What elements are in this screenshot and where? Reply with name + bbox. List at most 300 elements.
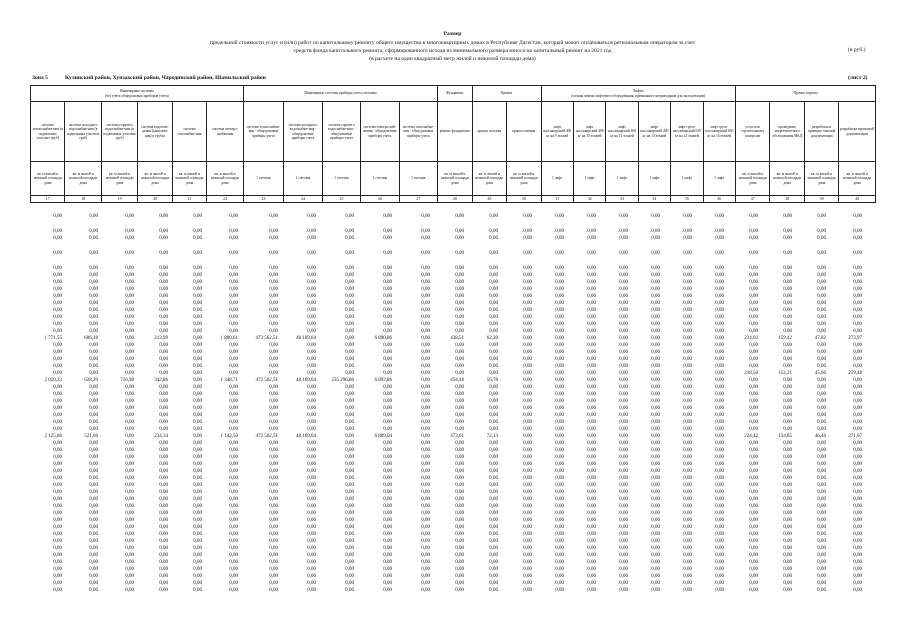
table-cell: 0,00 [555,490,564,495]
table-cell: 0,00 [555,322,564,327]
table-cell: 0,00 [345,399,354,404]
table-cell: 0,00 [193,448,202,453]
table-cell: 0,00 [749,294,758,299]
table-cell: 0,00 [523,448,532,453]
column-header: лифт пассажирский 400 кг на 12 этажей [606,102,638,162]
table-cell: 0,00 [53,553,62,558]
table-cell: 0,00 [383,553,392,558]
table-cell: 0,00 [783,483,792,488]
column-number: 40 [839,196,876,203]
table-cell: 0,00 [345,532,354,537]
table-cell: 0,00 [269,525,278,530]
table-cell: 0,00 [345,434,354,439]
table-cell: 0,00 [817,588,826,593]
table-cell: 0,00 [421,399,430,404]
table-cell: 0,00 [159,329,168,334]
table-cell: 0,00 [229,581,238,586]
table-cell: 0,00 [89,469,98,474]
table-cell: 0,00 [193,483,202,488]
table-cell: 0,00 [489,214,498,219]
table-cell: 0,00 [421,469,430,474]
table-cell: 0,00 [651,280,660,285]
table-cell: 0,00 [749,427,758,432]
table-cell: 0,00 [53,294,62,299]
table-cell: 0,00 [383,490,392,495]
table-cell: 0,00 [619,287,628,292]
table-cell: 0,00 [455,236,464,241]
table-cell: 0,00 [489,462,498,467]
table-cell: 0,00 [555,539,564,544]
table-cell: 152,21 [778,371,792,376]
table-cell: 0,00 [421,287,430,292]
table-cell: 0,00 [383,588,392,593]
table-cell: 0,00 [53,427,62,432]
table-cell: 0,00 [555,553,564,558]
table-cell: 0,00 [651,504,660,509]
table-cell: 0,00 [587,455,596,460]
table-cell: 0,00 [53,441,62,446]
table-cell: 0,00 [555,581,564,586]
table-cell: 159,42 [778,336,792,341]
table-cell: 0,00 [683,483,692,488]
table-cell: 0,00 [683,336,692,341]
table-cell: 0,00 [383,301,392,306]
table-cell: 0,00 [159,560,168,565]
table-cell: 0,00 [193,525,202,530]
table-cell: 0,00 [489,511,498,516]
table-cell: 0,00 [345,525,354,530]
table-cell: 0,00 [715,581,724,586]
group-other-costs: Прочие затраты [736,86,876,102]
table-cell: 0,00 [421,385,430,390]
table-cell: 0,00 [523,294,532,299]
table-cell: 628,20 [84,378,98,383]
table-cell: 0,00 [715,385,724,390]
table-cell: 0,00 [715,455,724,460]
table-cell: 0,00 [307,364,316,369]
table-cell: 0,00 [193,266,202,271]
column-unit: 1 лифт [703,162,735,196]
table-cell: 0,00 [555,497,564,502]
table-cell: 0,00 [555,236,564,241]
table-cell: 0,00 [783,532,792,537]
table-row [30,370,876,377]
table-cell: 0,00 [853,308,862,313]
table-cell: 0,00 [715,364,724,369]
table-cell: 0,00 [159,553,168,558]
table-cell: 0,00 [817,301,826,306]
table-row [30,573,876,580]
table-cell: 0,00 [853,329,862,334]
table-cell: 0,00 [193,287,202,292]
table-cell: 0,00 [383,273,392,278]
table-cell: 0,00 [89,420,98,425]
table-cell: 0,00 [421,308,430,313]
table-cell: 0,00 [817,469,826,474]
table-cell: 0,00 [53,448,62,453]
table-cell: 0,00 [749,448,758,453]
table-cell: 0,00 [853,476,862,481]
table-cell: 0,00 [421,357,430,362]
table-cell: 0,00 [651,560,660,565]
table-cell: 0,00 [159,476,168,481]
table-cell: 0,00 [555,525,564,530]
table-cell: 0,00 [269,406,278,411]
table-cell: 0,00 [783,357,792,362]
table-cell: 0,00 [651,490,660,495]
table-cell: 0,00 [489,504,498,509]
table-cell: 0,00 [229,588,238,593]
table-cell: 0,00 [489,448,498,453]
table-cell: 0,00 [587,546,596,551]
table-cell: 0,00 [683,462,692,467]
table-cell: 0,00 [651,539,660,544]
table-cell: 473 562,51 [255,378,278,383]
table-cell: 0,00 [715,448,724,453]
table-cell: 0,00 [817,294,826,299]
table-cell: 0,00 [749,301,758,306]
table-row [30,328,876,335]
table-cell: 0,00 [619,301,628,306]
table-cell: 0,00 [853,455,862,460]
table-cell: 0,00 [383,315,392,320]
table-cell: 0,00 [307,497,316,502]
table-cell: 0,00 [683,322,692,327]
table-cell: 0,00 [345,287,354,292]
table-cell: 0,00 [651,497,660,502]
table-cell: 0,00 [345,588,354,593]
table-cell: 0,00 [715,504,724,509]
table-cell: 0,00 [307,553,316,558]
column-number: 17 [31,196,65,203]
table-cell: 0,00 [307,567,316,572]
table-cell: 0,00 [89,490,98,495]
table-cell: 0,00 [421,476,430,481]
column-unit: кв. м жилой и нежилой площади дома [736,162,770,196]
table-cell: 0,00 [159,497,168,502]
table-cell: 0,00 [193,588,202,593]
table-cell: 0,00 [345,490,354,495]
table-cell: 0,00 [817,251,826,256]
table-cell: 0,00 [555,336,564,341]
table-cell: 0,00 [229,553,238,558]
table-cell: 0,00 [455,385,464,390]
table-cell: 0,00 [125,301,134,306]
table-cell: 0,00 [817,560,826,565]
table-cell: 0,00 [817,490,826,495]
table-cell: 0,00 [89,462,98,467]
table-cell: 0,00 [715,497,724,502]
table-cell: 0,00 [783,413,792,418]
column-number: 24 [284,196,322,203]
table-cell: 0,00 [489,301,498,306]
table-cell: 0,00 [193,336,202,341]
table-cell: 0,00 [489,266,498,271]
table-cell: 0,00 [853,588,862,593]
table-cell: 0,00 [749,378,758,383]
table-cell: 0,00 [715,214,724,219]
table-cell: 0,00 [619,315,628,320]
table-cell: 0,00 [89,280,98,285]
table-cell: 0,00 [269,251,278,256]
table-cell: 0,00 [651,343,660,348]
table-cell: 0,00 [307,301,316,306]
table-cell: 0,00 [159,546,168,551]
table-cell: 0,00 [619,280,628,285]
table-cell: 0,00 [125,392,134,397]
table-cell: 0,00 [125,476,134,481]
table-cell: 0,00 [619,441,628,446]
table-cell: 0,00 [193,385,202,390]
column-header: система теплоснабже-ния - общедомовые приборы учета [243,102,284,162]
table-cell: 0,00 [783,378,792,383]
table-cell: 0,00 [229,532,238,537]
table-cell: 0,00 [345,364,354,369]
table-cell: 0,00 [523,266,532,271]
table-cell: 0,00 [307,441,316,446]
table-cell: 0,00 [421,532,430,537]
table-cell: 0,00 [587,413,596,418]
table-cell: 0,00 [229,413,238,418]
table-cell: 0,00 [783,511,792,516]
table-cell: 0,00 [229,301,238,306]
table-cell: 56,78 [486,378,498,383]
table-cell: 0,00 [853,546,862,551]
table-cell: 0,00 [193,581,202,586]
table-cell: 0,00 [523,455,532,460]
table-cell: 0,00 [455,214,464,219]
table-cell: 0,00 [89,343,98,348]
table-cell: 0,00 [715,483,724,488]
table-cell: 0,00 [125,469,134,474]
table-cell: 0,00 [193,567,202,572]
table-cell: 0,00 [455,273,464,278]
table-cell: 0,00 [587,441,596,446]
table-cell: 0,00 [817,420,826,425]
table-cell: 0,00 [193,504,202,509]
group-engineering-systems [31,86,244,102]
table-cell: 0,00 [715,350,724,355]
table-cell: 0,00 [715,539,724,544]
table-cell: 0,00 [853,413,862,418]
table-cell: 0,00 [749,588,758,593]
table-cell: 0,00 [489,455,498,460]
table-cell: 0,00 [683,251,692,256]
table-cell: 0,00 [523,364,532,369]
table-cell: 0,00 [651,236,660,241]
table-cell: 0,00 [193,553,202,558]
table-cell: 0,00 [587,322,596,327]
table-cell: 0,00 [489,236,498,241]
column-unit: кв. м жилой и нежилой площади дома [138,162,172,196]
table-cell: 0,00 [489,420,498,425]
table-cell: 0,00 [125,497,134,502]
table-cell: 0,00 [53,343,62,348]
column-number: 38 [770,196,804,203]
table-cell: 0,00 [383,462,392,467]
table-cell: 0,00 [125,399,134,404]
table-cell: 0,00 [555,371,564,376]
table-cell: 0,00 [421,567,430,572]
table-cell: 0,00 [587,392,596,397]
table-cell: 0,00 [159,371,168,376]
table-cell: 0,00 [523,322,532,327]
table-cell: 0,00 [853,483,862,488]
table-row [30,580,876,587]
table-cell: 0,00 [749,504,758,509]
table-cell: 0,00 [193,441,202,446]
table-cell: 0,00 [269,236,278,241]
table-cell: 0,00 [853,343,862,348]
table-cell: 0,00 [159,441,168,446]
table-cell: 0,00 [817,581,826,586]
group-meters: Инженерные системы приборы учета счетчики [243,86,437,102]
table-cell: 0,00 [489,413,498,418]
table-cell: 0,00 [345,504,354,509]
table-cell: 0,00 [555,448,564,453]
table-cell: 0,00 [383,574,392,579]
table-cell: 0,00 [555,455,564,460]
table-cell: 0,00 [307,525,316,530]
table-cell: 0,00 [455,301,464,306]
column-header: проведение энергетического обследования МКД [770,102,804,162]
table-cell: 0,00 [229,294,238,299]
table-cell: 0,00 [383,399,392,404]
table-cell: 0,00 [125,229,134,234]
table-cell: 0,00 [229,251,238,256]
table-cell: 0,00 [455,497,464,502]
table-cell: 0,00 [53,525,62,530]
table-cell: 0,00 [193,532,202,537]
table-cell: 2 125,86 [44,434,62,439]
table-cell: 0,00 [193,357,202,362]
table-cell: 0,00 [383,364,392,369]
table-cell: 0,00 [715,322,724,327]
table-cell: 0,00 [455,525,464,530]
table-cell: 0,00 [651,336,660,341]
column-number: 39 [804,196,838,203]
column-header: лифт пассажирский 400 кг на 9 этажей [541,102,573,162]
table-cell: 0,00 [619,567,628,572]
table-cell: 0,00 [619,322,628,327]
table-cell: 0,00 [683,236,692,241]
table-cell: 0,00 [651,308,660,313]
table-cell: 0,00 [523,378,532,383]
column-number: 20 [138,196,172,203]
table-cell: 0,00 [421,511,430,516]
table-cell: 0,00 [749,511,758,516]
table-cell: 0,00 [455,574,464,579]
column-number: 27 [399,196,437,203]
table-cell: 0,00 [683,308,692,313]
table-cell: 0,00 [715,427,724,432]
table-cell: 0,00 [523,483,532,488]
table-cell: 0,00 [229,322,238,327]
table-cell: 0,00 [455,413,464,418]
column-header: разработка и проверка сметной документации [804,102,838,162]
table-cell: 0,00 [587,581,596,586]
table-cell: 0,00 [455,399,464,404]
table-cell: 0,00 [619,532,628,537]
table-cell: 0,00 [307,427,316,432]
table-cell: 0,00 [619,214,628,219]
table-cell: 0,00 [619,588,628,593]
table-cell: 0,00 [193,315,202,320]
table-cell: 0,00 [455,476,464,481]
table-cell: 0,00 [159,588,168,593]
table-cell: 0,00 [749,266,758,271]
table-cell: 0,00 [783,539,792,544]
table-cell: 0,00 [587,308,596,313]
table-cell: 0,00 [523,560,532,565]
table-cell: 0,00 [749,497,758,502]
table-cell: 0,00 [619,229,628,234]
table-cell: 0,00 [159,236,168,241]
table-cell: 134,85 [778,434,792,439]
table-cell: 0,00 [193,539,202,544]
table-cell: 0,00 [683,518,692,523]
table-cell: 0,00 [269,469,278,474]
table-cell: 0,00 [307,511,316,516]
table-cell: 0,00 [345,308,354,313]
table-cell: 0,00 [749,350,758,355]
table-cell: 0,00 [523,315,532,320]
column-unit: 1 счетчик [361,162,399,196]
table-cell: 0,00 [489,329,498,334]
table-cell: 0,00 [307,392,316,397]
table-cell: 0,00 [421,574,430,579]
table-cell: 0,00 [159,315,168,320]
table-cell: 0,00 [89,266,98,271]
table-cell: 0,00 [383,420,392,425]
table-cell: 0,00 [53,504,62,509]
table-cell: 0,00 [489,574,498,579]
table-cell: 0,00 [749,273,758,278]
table-cell: 0,00 [749,441,758,446]
table-cell: 0,00 [345,511,354,516]
table-cell: 0,00 [125,532,134,537]
table-cell: 0,00 [587,490,596,495]
table-cell: 0,00 [489,399,498,404]
table-cell: 0,00 [749,574,758,579]
table-cell: 0,00 [587,251,596,256]
table-cell: 0,00 [783,518,792,523]
table-cell: 0,00 [307,371,316,376]
table-cell: 0,00 [619,406,628,411]
table-cell: 0,00 [651,392,660,397]
table-row [30,363,876,370]
table-cell: 0,00 [619,378,628,383]
table-cell: 0,00 [307,406,316,411]
table-cell: 0,00 [455,490,464,495]
table-cell: 0,00 [89,476,98,481]
table-row [30,440,876,447]
table-cell: 0,00 [587,378,596,383]
table-cell: 0,00 [345,322,354,327]
table-cell: 48 169,64 [296,434,316,439]
table-cell: 0,00 [489,490,498,495]
table-cell: 0,00 [307,273,316,278]
table-cell: 0,00 [853,399,862,404]
table-cell: 0,00 [489,525,498,530]
table-cell: 0,00 [159,266,168,271]
column-unit: 1 счетчик [284,162,322,196]
table-cell: 0,00 [783,214,792,219]
table-cell: 0,00 [455,406,464,411]
table-cell: 0,00 [489,469,498,474]
table-cell: 0,00 [307,322,316,327]
column-number: 21 [172,196,206,203]
